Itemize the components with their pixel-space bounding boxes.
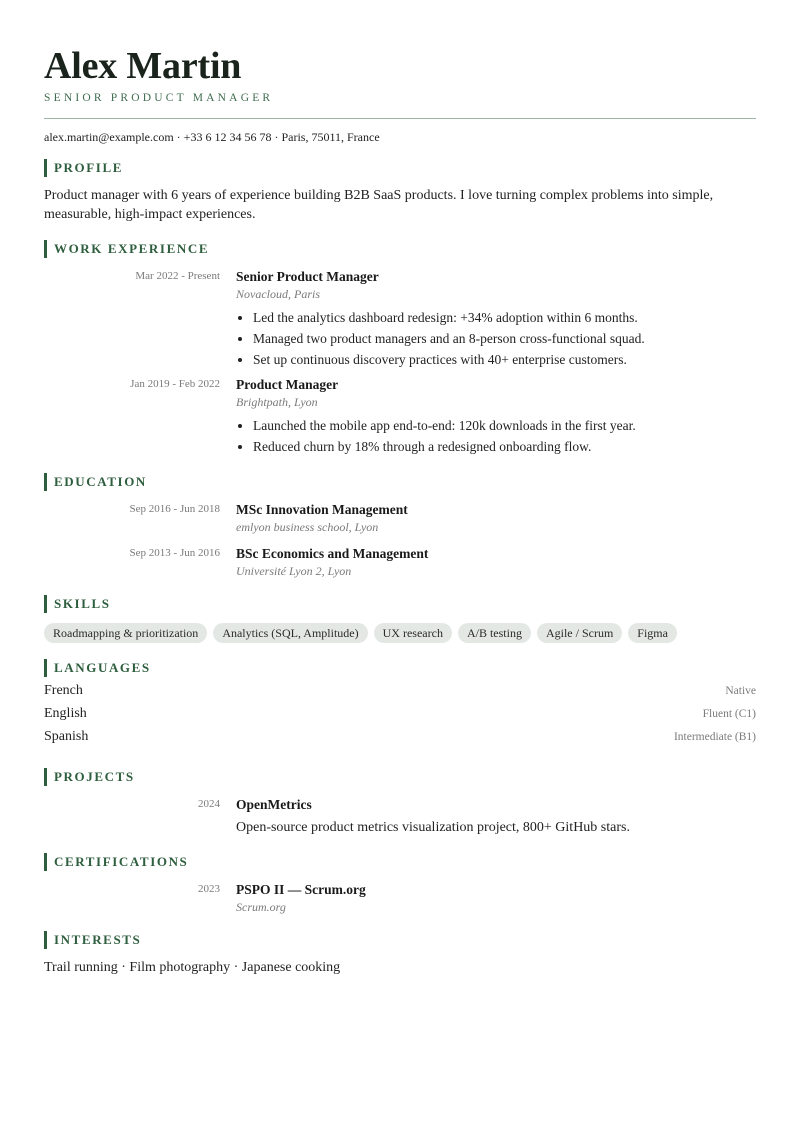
skill-chip: Analytics (SQL, Amplitude) [213,623,367,643]
experience-entry [44,376,756,457]
project-entry [44,796,756,837]
skills-section [44,595,756,643]
section-heading [44,931,756,949]
section-title: SKILLS [54,596,111,611]
entry-dates: Sep 2013 - Jun 2016 [129,547,220,559]
entry-dates: Jan 2019 - Feb 2022 [130,378,220,390]
section-accent-bar [44,159,47,177]
education-entry [44,501,756,535]
section-accent-bar [44,853,47,871]
section-title: EDUCATION [54,474,147,489]
section-title: WORK EXPERIENCE [54,241,210,256]
degree-title: BSc Economics and Management [236,546,429,561]
achievement-list [236,307,756,370]
skill-chip: UX research [374,623,452,643]
school-name: Université Lyon 2, Lyon [236,564,352,578]
job-title: Senior Product Manager [236,269,379,284]
candidate-role: SENIOR PRODUCT MANAGER [44,92,274,104]
language-level: Native [725,685,756,697]
section-title: PROJECTS [54,769,135,784]
skill-chip: Roadmapping & prioritization [44,623,207,643]
language-row [44,683,756,706]
certifications-section [44,853,756,915]
entry-dates: Sep 2016 - Jun 2018 [129,503,220,515]
section-title: CERTIFICATIONS [54,854,189,869]
language-row [44,706,756,729]
achievement-item: • Managed two product managers and an 8-person cross-functional squad. [253,328,756,349]
language-name: French [44,683,83,698]
certification-issuer: Scrum.org [236,900,286,914]
section-accent-bar [44,768,47,786]
language-name: Spanish [44,729,89,744]
degree-title: MSc Innovation Management [236,502,408,517]
achievement-item: • Launched the mobile app end-to-end: 120k downloads in the first year. [253,415,756,436]
language-level: Fluent (C1) [702,708,756,720]
contact-location: Paris, 75011, France [281,130,380,144]
language-name: English [44,706,87,721]
section-accent-bar [44,931,47,949]
project-name: OpenMetrics [236,797,312,812]
section-title: PROFILE [54,160,123,175]
school-name: emlyon business school, Lyon [236,520,379,534]
contact-separator: · [274,130,279,144]
experience-entry [44,268,756,370]
section-accent-bar [44,595,47,613]
achievement-item: • Reduced churn by 18% through a redesigned onboarding flow. [253,436,756,457]
section-accent-bar [44,240,47,258]
section-heading [44,473,756,491]
achievement-item: • Led the analytics dashboard redesign: +34% adoption within 6 months. [253,307,756,328]
contact-line [44,130,756,145]
interests-section [44,931,756,977]
experience-section [44,240,756,457]
section-accent-bar [44,473,47,491]
section-heading [44,768,756,786]
section-title: LANGUAGES [54,660,151,675]
candidate-name: Alex Martin [44,45,242,87]
achievement-item: • Set up continuous discovery practices with 40+ enterprise customers. [253,349,756,370]
section-heading [44,595,756,613]
contact-separator: · [176,130,181,144]
profile-section [44,159,756,224]
header-divider [44,118,756,119]
section-heading [44,240,756,258]
certification-name: PSPO II — Scrum.org [236,882,366,897]
company-name: Brightpath, Lyon [236,395,318,409]
company-name: Novacloud, Paris [236,287,320,301]
skill-chip: Agile / Scrum [537,623,622,643]
skill-chip: Figma [628,623,677,643]
language-list [44,683,756,752]
skill-chip: A/B testing [458,623,531,643]
entry-dates: Mar 2022 - Present [135,270,220,282]
section-accent-bar [44,659,47,677]
projects-section [44,768,756,837]
language-row [44,729,756,752]
certification-entry [44,881,756,915]
section-heading [44,659,756,677]
certification-year: 2023 [198,883,220,895]
achievement-list [236,415,756,457]
project-year: 2024 [198,798,220,810]
profile-text: Product manager with 6 years of experience building B2B SaaS products. I love turning complex problems into simple, measurable, high-impact experiences. [44,188,714,222]
project-description: Open-source product metrics visualization project, 800+ GitHub stars. [236,820,630,835]
languages-section [44,659,756,752]
education-entry [44,545,756,579]
contact-phone[interactable]: +33 6 12 34 56 78 [183,130,272,144]
education-section [44,473,756,579]
interests-text: Trail running · Film photography · Japanese cooking [44,960,341,975]
language-level: Intermediate (B1) [673,731,756,743]
section-heading [44,853,756,871]
section-heading [44,159,756,177]
job-title: Product Manager [236,377,339,392]
contact-email[interactable]: alex.martin@example.com [44,130,174,144]
skill-chip-list [44,623,756,643]
section-title: INTERESTS [54,932,142,947]
